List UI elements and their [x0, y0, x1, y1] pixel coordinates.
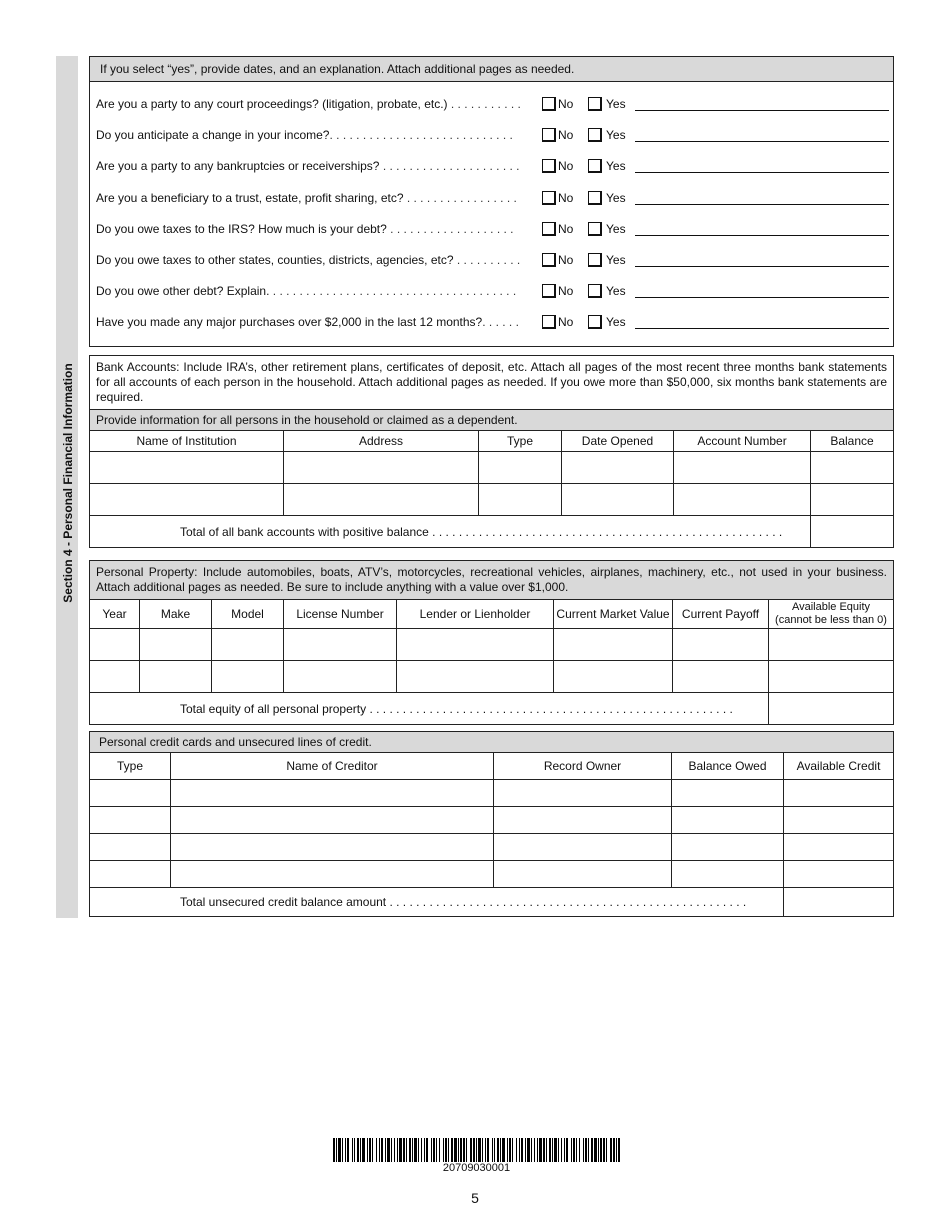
cell-input[interactable] [811, 452, 894, 484]
barcode-bar [443, 1138, 444, 1162]
barcode-bar [610, 1138, 612, 1162]
no-label: No [558, 159, 574, 174]
cell-input[interactable] [479, 484, 562, 516]
yes-checkbox[interactable] [588, 284, 602, 298]
table-row [90, 807, 894, 834]
barcode-bar [618, 1138, 620, 1162]
barcode-bar [482, 1138, 483, 1162]
yes-checkbox[interactable] [588, 97, 602, 111]
barcode-bar [372, 1138, 373, 1162]
question-row [96, 157, 893, 177]
question-row [96, 95, 893, 115]
barcode-bar [354, 1138, 355, 1162]
barcode-bar [433, 1138, 435, 1162]
barcode-bar [539, 1138, 542, 1162]
barcode-bar [606, 1138, 607, 1162]
leader-dots: . . . . . . . . . . [453, 253, 521, 267]
barcode-bar [591, 1138, 593, 1162]
section-sidebar [56, 56, 78, 918]
barcode-bar [543, 1138, 545, 1162]
no-label: No [558, 128, 574, 143]
barcode-bar [345, 1138, 346, 1162]
leader-dots: . . . . . . . . . . . . . . . . . . . [386, 221, 514, 236]
no-checkbox[interactable] [542, 128, 556, 142]
barcode-bar [376, 1138, 377, 1162]
cell-input[interactable] [171, 780, 494, 807]
cell-input[interactable] [769, 629, 894, 661]
col-balance: Balance [811, 431, 894, 452]
cell-input[interactable] [90, 834, 171, 861]
table-row [90, 452, 894, 484]
cell-input[interactable] [212, 629, 284, 661]
no-label: No [558, 315, 574, 330]
question-row [96, 126, 893, 146]
question-row [96, 220, 893, 240]
bank-total-input[interactable] [811, 516, 894, 548]
cell-input[interactable] [212, 661, 284, 693]
barcode-bar [603, 1138, 605, 1162]
table-row [90, 661, 894, 693]
barcode-bar [579, 1138, 580, 1162]
cell-input[interactable] [674, 484, 811, 516]
barcode-bar [394, 1138, 395, 1162]
barcode-bar [448, 1138, 449, 1162]
cell-input[interactable] [90, 629, 140, 661]
question-label: Do you owe taxes to other states, counties, districts, agencies, etc? [96, 253, 454, 267]
barcode-bar [566, 1138, 568, 1162]
barcode-bar [367, 1138, 368, 1162]
cell-input[interactable] [494, 780, 672, 807]
yes-checkbox[interactable] [588, 222, 602, 236]
question-text [96, 253, 542, 267]
cell-input[interactable] [90, 780, 171, 807]
bank-accounts-subheader: Provide information for all persons in the household or claimed as a dependent. [90, 410, 893, 431]
question-text [96, 159, 542, 173]
barcode-bar [397, 1138, 398, 1162]
cell-input[interactable] [554, 629, 673, 661]
property-total-label: Total equity of all personal property . . . . . . . . . . . . . . . . . . . . . . . . . . . . . . . . . . . . . . . . . . . . . . . . . . . . . . . [90, 693, 769, 725]
leader-dots: . . . . . . . . . . . . . . . . . . . . . [379, 159, 520, 174]
barcode-bar [487, 1138, 489, 1162]
question-label: Are you a beneficiary to a trust, estate, profit sharing, etc? [96, 190, 404, 205]
col-available-equity [769, 600, 894, 629]
question-label: Are you a party to any bankruptcies or receiverships? [96, 159, 380, 174]
questions-header: If you select “yes”, provide dates, and an explanation. Attach additional pages as needed. [90, 57, 893, 82]
barcode-bar [549, 1138, 551, 1162]
table-row [90, 780, 894, 807]
barcode [333, 1138, 620, 1162]
cell-input[interactable] [769, 661, 894, 693]
no-checkbox[interactable] [542, 222, 556, 236]
barcode-bar [552, 1138, 553, 1162]
col-model: Model [212, 600, 284, 629]
credit-total-input[interactable] [784, 888, 894, 917]
barcode-bar [369, 1138, 371, 1162]
col-name-of-creditor: Name of Creditor [171, 753, 494, 780]
barcode-bar [439, 1138, 440, 1162]
no-checkbox[interactable] [542, 191, 556, 205]
barcode-bar [473, 1138, 475, 1162]
barcode-bar [509, 1138, 511, 1162]
cell-input[interactable] [284, 629, 397, 661]
barcode-bar [521, 1138, 523, 1162]
cell-input[interactable] [784, 807, 894, 834]
col-current-payoff: Current Payoff [673, 600, 769, 629]
col-available-equity-line1: Available Equity [791, 601, 871, 613]
question-text [96, 222, 542, 236]
barcode-bar [531, 1138, 532, 1162]
barcode-bar [571, 1138, 572, 1162]
cell-input[interactable] [284, 661, 397, 693]
leader-dots: . . . . . . . . . . . . . . . . . . . . . . . . . . . . . . . . . . . . . [269, 284, 517, 299]
question-text [96, 315, 542, 329]
barcode-bar [507, 1138, 508, 1162]
credit-total-label: Total unsecured credit balance amount . . . . . . . . . . . . . . . . . . . . . . . . . . . . . . . . . . . . . . . . . . . . . . . . . . . . . . [90, 888, 784, 917]
barcode-bar [436, 1138, 437, 1162]
page-number: 5 [471, 1190, 479, 1206]
question-text [96, 284, 542, 298]
yes-label: Yes [606, 253, 626, 267]
barcode-bar [576, 1138, 577, 1162]
credit-section [89, 731, 894, 917]
cell-input[interactable] [554, 661, 673, 693]
yes-label: Yes [606, 128, 626, 143]
barcode-bar [497, 1138, 499, 1162]
questions-section [89, 56, 894, 347]
cell-input[interactable] [140, 629, 212, 661]
col-make: Make [140, 600, 212, 629]
leader-dots: . . . . . . . . . . . . . . . . . [403, 190, 517, 205]
cell-input[interactable] [284, 484, 479, 516]
no-label: No [558, 253, 574, 267]
barcode-bar [424, 1138, 425, 1162]
barcode-bar [333, 1138, 335, 1162]
cell-input[interactable] [494, 807, 672, 834]
col-year: Year [90, 600, 140, 629]
cell-input[interactable] [90, 452, 284, 484]
cell-input[interactable] [672, 807, 784, 834]
col-lender: Lender or Lienholder [397, 600, 554, 629]
property-total-input[interactable] [769, 693, 894, 725]
cell-input[interactable] [284, 452, 479, 484]
barcode-bar [445, 1138, 447, 1162]
yes-checkbox[interactable] [588, 159, 602, 173]
bank-total-label: Total of all bank accounts with positive balance . . . . . . . . . . . . . . . . . . . . . . . . . . . . . . . . . . . . . . . . . . . . . . . . . . . . . [90, 516, 811, 548]
barcode-bar [387, 1138, 390, 1162]
no-checkbox[interactable] [542, 97, 556, 111]
barcode-bar [478, 1138, 481, 1162]
credit-header: Personal credit cards and unsecured lines of credit. [90, 732, 893, 753]
barcode-bar [391, 1138, 392, 1162]
cell-input[interactable] [673, 661, 769, 693]
barcode-bar [583, 1138, 584, 1162]
col-type: Type [90, 753, 171, 780]
barcode-bar [573, 1138, 575, 1162]
question-label: Are you a party to any court proceedings? (litigation, probate, etc.) [96, 97, 448, 111]
barcode-bar [357, 1138, 359, 1162]
cell-input[interactable] [90, 484, 284, 516]
barcode-bar [598, 1138, 599, 1162]
question-label: Do you anticipate a change in your income? [96, 128, 330, 143]
col-date-opened: Date Opened [562, 431, 674, 452]
barcode-bar [342, 1138, 343, 1162]
no-checkbox[interactable] [542, 315, 556, 329]
barcode-bar [525, 1138, 526, 1162]
barcode-bar [347, 1138, 349, 1162]
barcode-bar [381, 1138, 383, 1162]
personal-property-section [89, 560, 894, 725]
leader-dots: . . . . . . [482, 315, 519, 330]
cell-input[interactable] [90, 807, 171, 834]
cell-input[interactable] [397, 661, 554, 693]
barcode-bar [500, 1138, 501, 1162]
yes-label: Yes [606, 315, 626, 330]
no-checkbox[interactable] [542, 159, 556, 173]
barcode-bar [516, 1138, 517, 1162]
explanation-line[interactable] [635, 172, 889, 173]
barcode-bar [588, 1138, 589, 1162]
barcode-bar [426, 1138, 428, 1162]
explanation-line[interactable] [635, 328, 889, 329]
question-text [96, 191, 542, 205]
barcode-bar [418, 1138, 419, 1162]
col-balance-owed: Balance Owed [672, 753, 784, 780]
cell-input[interactable] [90, 861, 171, 888]
explanation-line[interactable] [635, 297, 889, 298]
barcode-bar [336, 1138, 337, 1162]
barcode-bar [476, 1138, 477, 1162]
question-row [96, 282, 893, 302]
yes-label: Yes [606, 190, 626, 205]
table-row [90, 629, 894, 661]
table-row [90, 834, 894, 861]
cell-input[interactable] [672, 834, 784, 861]
bank-accounts-section [89, 355, 894, 548]
bank-accounts-intro: Bank Accounts: Include IRA’s, other retirement plans, certificates of deposit, etc. Attach all pages of the most recent three months bank statements for all accounts of each person in the household. Attach additional pages as needed. If you owe more than $50,000, six months bank statements are required. [90, 356, 893, 410]
section-label: Section 4 - Personal Financial Information [61, 363, 75, 603]
barcode-bar [458, 1138, 459, 1162]
barcode-bar [585, 1138, 587, 1162]
cell-input[interactable] [397, 629, 554, 661]
table-row [90, 861, 894, 888]
barcode-bar [338, 1138, 341, 1162]
col-type: Type [479, 431, 562, 452]
yes-checkbox[interactable] [588, 128, 602, 142]
cell-input[interactable] [494, 861, 672, 888]
barcode-bar [360, 1138, 361, 1162]
question-row [96, 313, 893, 333]
cell-input[interactable] [811, 484, 894, 516]
explanation-line[interactable] [635, 141, 889, 142]
cell-input[interactable] [171, 861, 494, 888]
bank-accounts-table [89, 430, 894, 548]
barcode-bar [546, 1138, 547, 1162]
barcode-bar [616, 1138, 617, 1162]
barcode-bar [527, 1138, 530, 1162]
yes-checkbox[interactable] [588, 253, 602, 267]
no-label: No [558, 190, 574, 205]
barcode-bar [414, 1138, 417, 1162]
col-address: Address [284, 431, 479, 452]
question-label: Do you owe taxes to the IRS? How much is your debt? [96, 221, 387, 236]
yes-checkbox[interactable] [588, 191, 602, 205]
col-account-number: Account Number [674, 431, 811, 452]
barcode-bar [466, 1138, 467, 1162]
barcode-bar [385, 1138, 386, 1162]
no-label: No [558, 221, 574, 236]
col-record-owner: Record Owner [494, 753, 672, 780]
barcode-bar [406, 1138, 407, 1162]
col-available-equity-line2: (cannot be less than 0) [775, 614, 887, 626]
no-checkbox[interactable] [542, 284, 556, 298]
barcode-bar [454, 1138, 457, 1162]
barcode-bar [554, 1138, 557, 1162]
personal-property-table [89, 599, 894, 725]
barcode-bar [352, 1138, 353, 1162]
barcode-number: 20709030001 [442, 1162, 511, 1174]
barcode-bar [409, 1138, 411, 1162]
cell-input[interactable] [674, 452, 811, 484]
question-row [96, 251, 893, 271]
yes-label: Yes [606, 159, 626, 174]
col-current-market-value: Current Market Value [554, 600, 673, 629]
barcode-bar [399, 1138, 402, 1162]
barcode-bar [512, 1138, 513, 1162]
question-text [96, 97, 542, 111]
barcode-bar [470, 1138, 472, 1162]
cell-input[interactable] [673, 629, 769, 661]
col-license-number: License Number [284, 600, 397, 629]
cell-input[interactable] [90, 661, 140, 693]
question-label: Have you made any major purchases over $2,000 in the last 12 months? [96, 315, 483, 330]
cell-input[interactable] [562, 452, 674, 484]
table-row [90, 484, 894, 516]
question-text [96, 128, 542, 142]
barcode-bar [379, 1138, 380, 1162]
question-label: Do you owe other debt? Explain. [96, 284, 270, 299]
yes-label: Yes [606, 284, 626, 299]
barcode-bar [403, 1138, 405, 1162]
cell-input[interactable] [140, 661, 212, 693]
no-label: No [558, 97, 574, 111]
personal-property-intro: Personal Property: Include automobiles, boats, ATV’s, motorcycles, recreational vehicles, airplanes, machinery, etc., not used in your business. Attach additional pages as needed. Be sure to include anything with a value over $1,000. [90, 561, 893, 600]
barcode-bar [492, 1138, 493, 1162]
cell-input[interactable] [672, 861, 784, 888]
explanation-line[interactable] [635, 266, 889, 267]
col-name-of-institution: Name of Institution [90, 431, 284, 452]
yes-checkbox[interactable] [588, 315, 602, 329]
cell-input[interactable] [672, 780, 784, 807]
leader-dots: . . . . . . . . . . . . . . . . . . . . . . . . . . . . [329, 128, 513, 143]
cell-input[interactable] [784, 780, 894, 807]
barcode-bar [534, 1138, 535, 1162]
col-available-credit: Available Credit [784, 753, 894, 780]
barcode-bar [594, 1138, 597, 1162]
cell-input[interactable] [171, 807, 494, 834]
barcode-bar [537, 1138, 538, 1162]
credit-table [89, 752, 894, 917]
barcode-bar [519, 1138, 520, 1162]
barcode-bar [485, 1138, 486, 1162]
explanation-line[interactable] [635, 235, 889, 236]
cell-input[interactable] [784, 861, 894, 888]
cell-input[interactable] [479, 452, 562, 484]
leader-dots: . . . . . . . . . . . [447, 97, 521, 111]
cell-input[interactable] [494, 834, 672, 861]
barcode-bar [362, 1138, 365, 1162]
yes-label: Yes [606, 221, 626, 236]
barcode-bar [431, 1138, 432, 1162]
cell-input[interactable] [562, 484, 674, 516]
barcode-bar [564, 1138, 565, 1162]
barcode-bar [494, 1138, 495, 1162]
barcode-bar [561, 1138, 562, 1162]
barcode-bar [600, 1138, 602, 1162]
question-row [96, 189, 893, 209]
cell-input[interactable] [784, 834, 894, 861]
barcode-bar [460, 1138, 462, 1162]
barcode-bar [613, 1138, 615, 1162]
barcode-bar [502, 1138, 505, 1162]
cell-input[interactable] [171, 834, 494, 861]
barcode-bar [412, 1138, 413, 1162]
barcode-bar [558, 1138, 559, 1162]
barcode-bar [451, 1138, 453, 1162]
no-checkbox[interactable] [542, 253, 556, 267]
yes-label: Yes [606, 97, 626, 111]
explanation-line[interactable] [635, 204, 889, 205]
barcode-bar [421, 1138, 422, 1162]
explanation-line[interactable] [635, 110, 889, 111]
no-label: No [558, 284, 574, 299]
barcode-bar [463, 1138, 465, 1162]
